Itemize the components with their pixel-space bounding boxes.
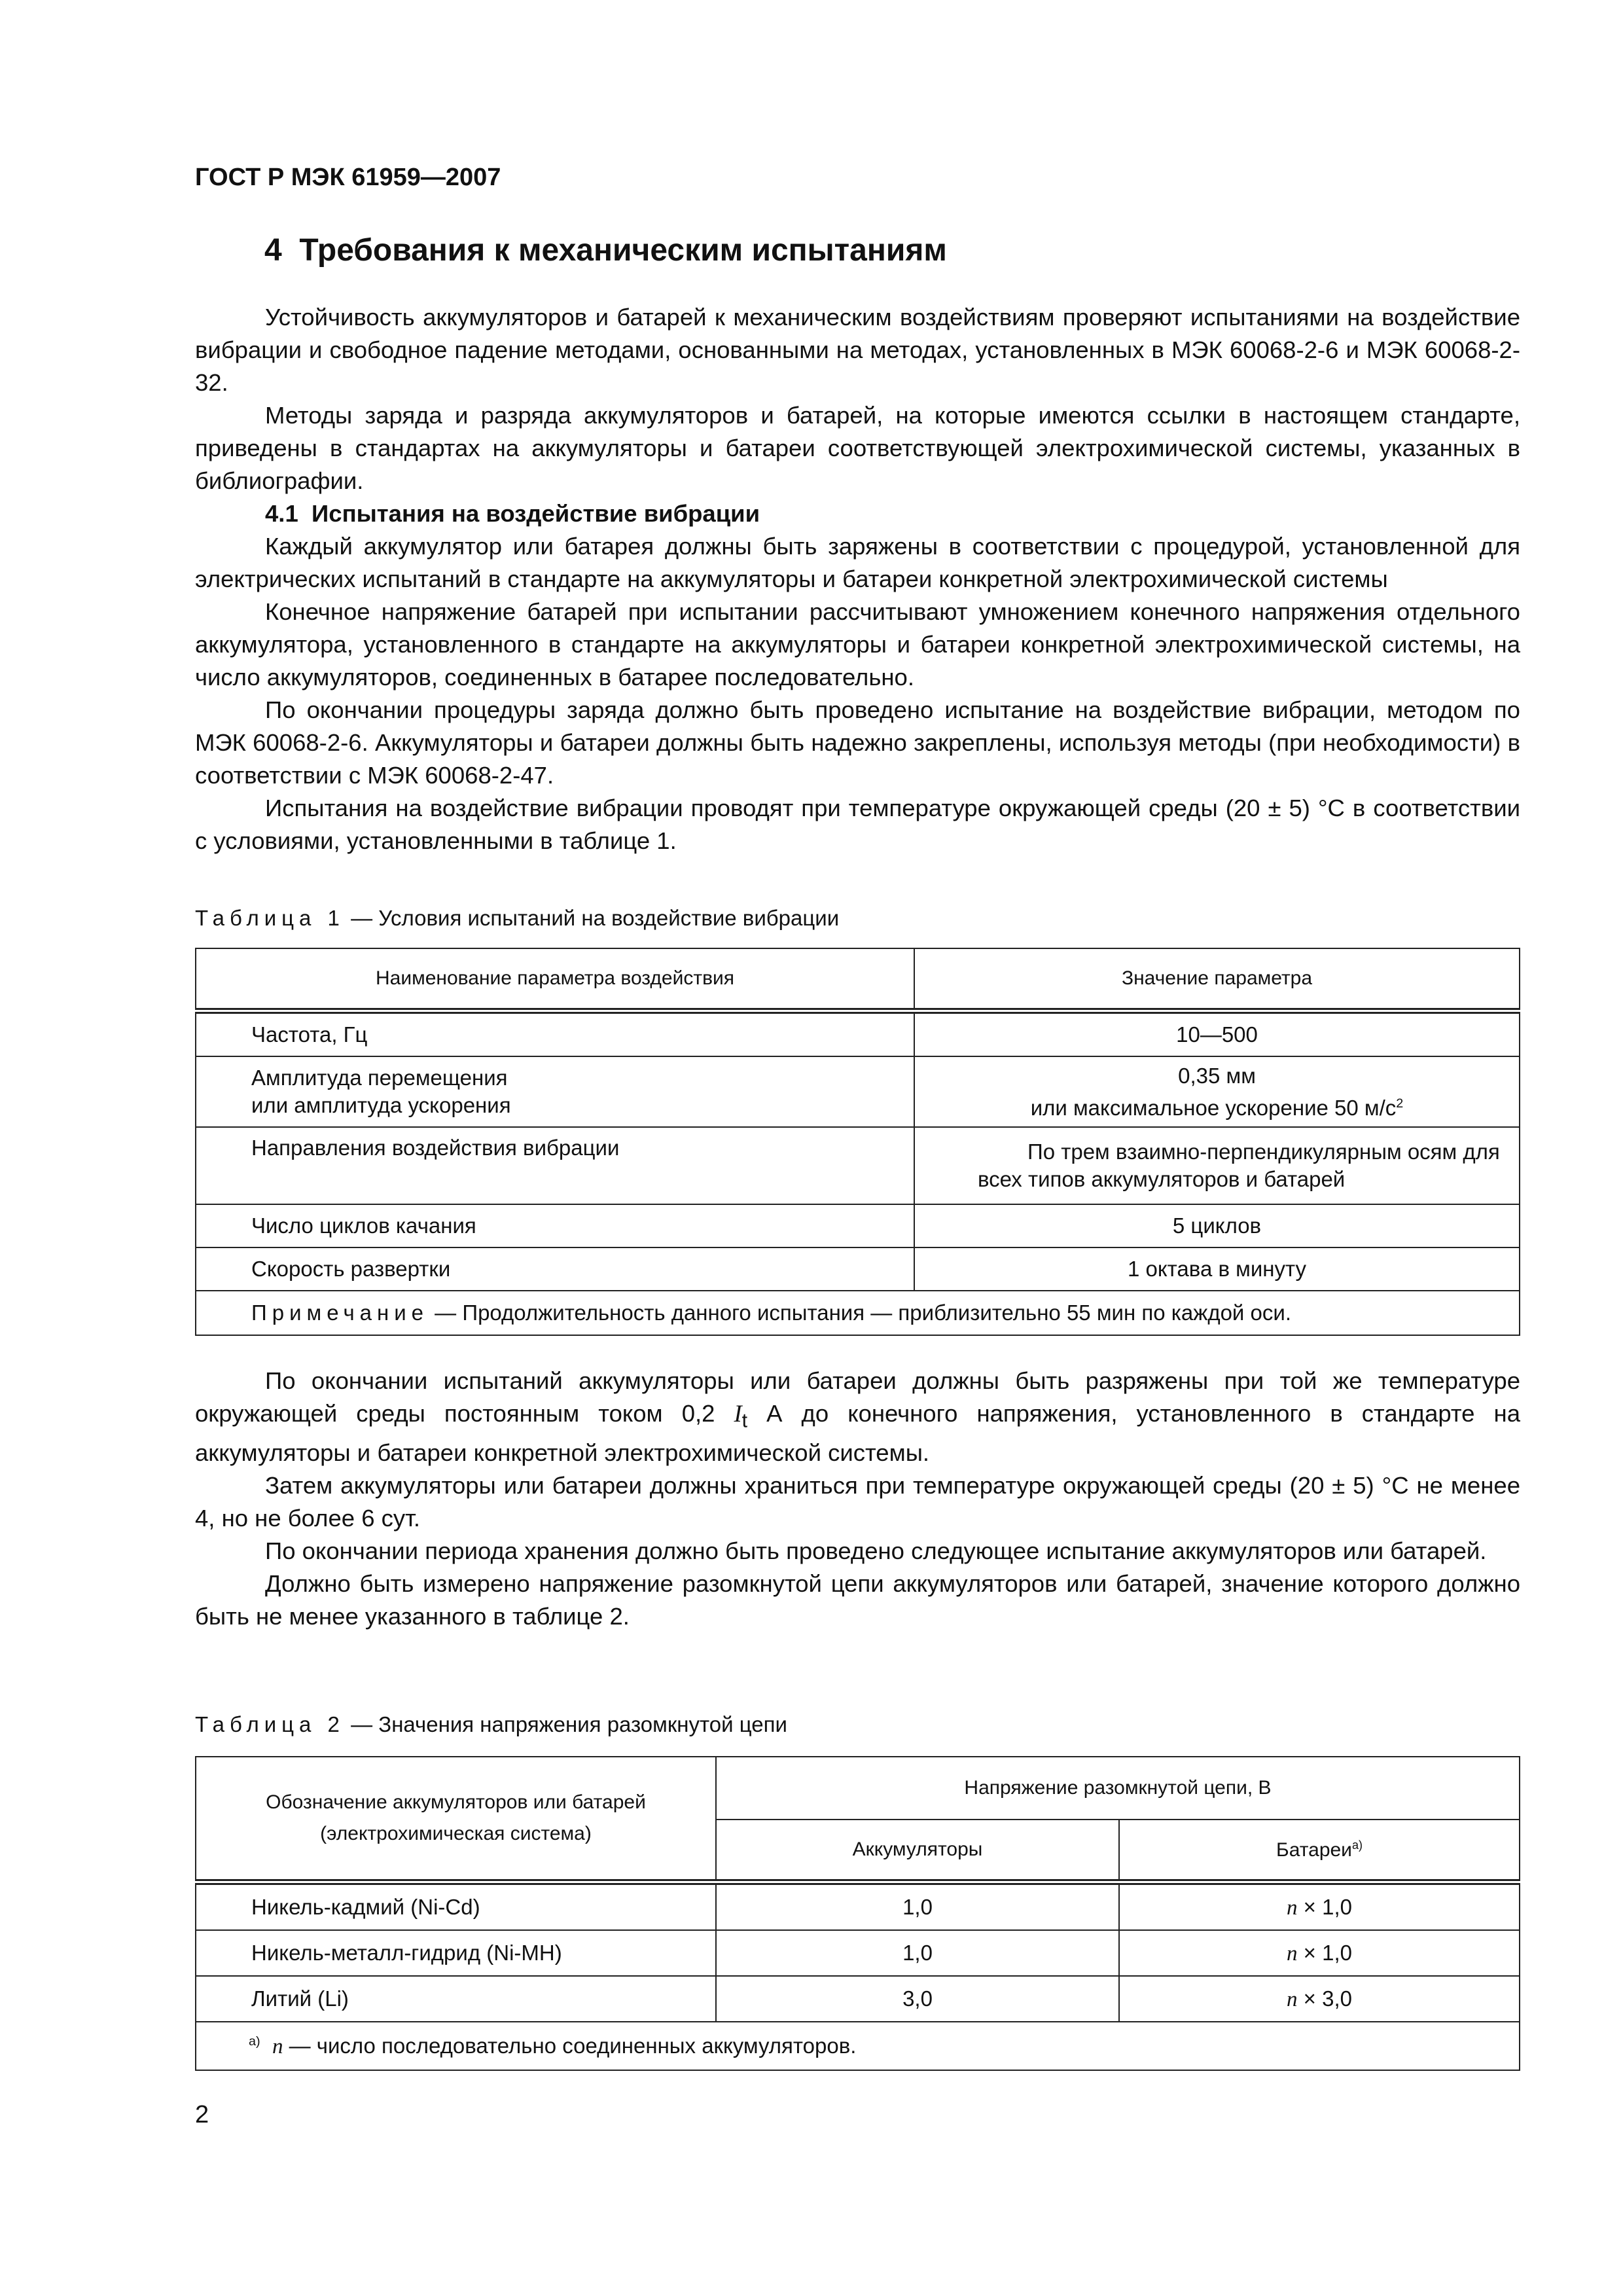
table2-header-cells: Аккумуляторы: [716, 1820, 1119, 1882]
table-cell: Частота, Гц: [196, 1011, 914, 1057]
section-body: [195, 301, 1520, 857]
subsection-number: 4.1: [265, 500, 298, 527]
table2-header-group: Напряжение разомкнутой цепи, В: [716, 1757, 1520, 1820]
paragraph: Затем аккумуляторы или батареи должны храниться при температуре окружающей среды (20 ± 5) °С не менее 4, но не более 6 сут.: [195, 1472, 1520, 1532]
table-vibration-conditions: [195, 948, 1520, 1336]
post-table1-body: [195, 1365, 1520, 1633]
table-cell: Направления воздействия вибрации: [196, 1127, 914, 1204]
table-cell: Никель-кадмий (Ni-Cd): [196, 1882, 716, 1931]
table-row: [196, 1011, 1520, 1057]
table2-header-system: [196, 1757, 716, 1882]
table-row: [196, 1056, 1520, 1127]
table-cell: Никель-металл-гидрид (Ni-MH): [196, 1930, 716, 1976]
table-open-circuit-voltage: [195, 1756, 1520, 2071]
subsection-title: Испытания на воздействие вибрации: [312, 500, 760, 527]
cell-line: [928, 1090, 1506, 1122]
table-cell: Число циклов качания: [196, 1204, 914, 1247]
table-row: [196, 1976, 1520, 2022]
table-cell: 5 циклов: [914, 1204, 1520, 1247]
table1-header-value: Значение параметра: [914, 948, 1520, 1011]
cell-line: или амплитуда ускорения: [251, 1093, 511, 1117]
table-cell: [914, 1056, 1520, 1127]
cell-line: 0,35 мм: [1178, 1063, 1256, 1088]
cell-text: × 3,0: [1297, 1986, 1352, 2011]
table1-caption-text: — Условия испытаний на воздействие вибрации: [344, 906, 840, 930]
document-header: ГОСТ Р МЭК 61959—2007: [195, 164, 501, 191]
paragraph: Конечное напряжение батарей при испытании рассчитывают умножением конечного напряжения отдельного аккумулятора, установленного в стандарте на аккумуляторы и батареи конкретной электрохимической системы, на число аккумуляторов, соединенных в батарее последовательно.: [195, 598, 1520, 691]
footnote-ref: а): [1351, 1838, 1363, 1852]
table-cell: 1,0: [716, 1930, 1119, 1976]
cell-text: × 1,0: [1297, 1894, 1352, 1919]
superscript: 2: [1396, 1096, 1404, 1111]
paragraph: Устойчивость аккумуляторов и батарей к механическим воздействиям проверяют испытаниями на воздействие вибрации и свободное падение методами, основанными на методах, установленных в МЭК 60068-2-6 и МЭК 60068-2-32.: [195, 304, 1520, 396]
var-n: n: [1287, 1895, 1298, 1920]
table2-caption: [195, 1712, 787, 1737]
table-cell: [1119, 1930, 1520, 1976]
header-line: Обозначение аккумуляторов или батарей: [266, 1791, 646, 1813]
header-line: (электрохимическая система): [320, 1823, 592, 1844]
table1-header-param: Наименование параметра воздействия: [196, 948, 914, 1011]
header-text: Батареи: [1276, 1839, 1352, 1861]
table-cell: [1119, 1882, 1520, 1931]
table1-caption-label: Таблица 1: [195, 906, 345, 930]
table-cell: Скорость развертки: [196, 1247, 914, 1291]
var-n: n: [1287, 1941, 1298, 1965]
table-cell: Литий (Li): [196, 1976, 716, 2022]
text: А до конечного напряжения, установленного в стандарте на аккумуляторы и батареи конкретной электрохимической системы.: [195, 1400, 1520, 1467]
paragraph: По окончании процедуры заряда должно быть проведено испытание на воздействие вибрации, методом по МЭК 60068-2-6. Аккумуляторы и батареи должны быть надежно закреплены, используя методы (при необходимости) в соответствии с МЭК 60068-2-47.: [195, 696, 1520, 789]
table-cell: 10—500: [914, 1011, 1520, 1057]
paragraph: [195, 1365, 1520, 1469]
note-text: — Продолжительность данного испытания — приблизительно 55 мин по каждой оси.: [429, 1300, 1291, 1325]
cell-text: или максимальное ускорение 50 м/с: [1030, 1095, 1397, 1120]
table-cell: 3,0: [716, 1976, 1119, 2022]
table1-caption: [195, 906, 839, 931]
paragraph: По окончании периода хранения должно быть проведено следующее испытание аккумуляторов или батарей.: [265, 1537, 1487, 1565]
table-row: [196, 1882, 1520, 1931]
table-row: [196, 1204, 1520, 1247]
table-footnote-row: [196, 2022, 1520, 2070]
cell-text: × 1,0: [1297, 1940, 1352, 1965]
text: По окончании испытаний аккумуляторы или батареи должны быть разряжены при той же температуре окружающей среды постоянным током 0,2: [195, 1367, 1520, 1427]
note-label: Примечание: [251, 1300, 429, 1325]
subscript: t: [741, 1409, 748, 1432]
table-row: [196, 1247, 1520, 1291]
subsection-heading: [195, 497, 1520, 530]
table-note: [196, 1291, 1520, 1335]
table-cell: 1 октава в минуту: [914, 1247, 1520, 1291]
var-n: n: [1287, 1987, 1298, 2011]
section-number: 4: [264, 233, 282, 268]
table-cell: [196, 1056, 914, 1127]
table-cell: [1119, 1976, 1520, 2022]
table2-header-batteries: [1119, 1820, 1520, 1882]
current-symbol: I: [734, 1400, 742, 1427]
var-n: n: [272, 2034, 283, 2058]
table-row: [196, 1930, 1520, 1976]
section-title: Требования к механическим испытаниям: [299, 233, 947, 268]
paragraph: Методы заряда и разряда аккумуляторов и батарей, на которые имеются ссылки в настоящем стандарте, приведены в стандартах на аккумуляторы и батареи соответствующей электрохимической системы, указанных в библиографии.: [195, 402, 1520, 494]
table-footnote: [196, 2022, 1520, 2070]
section-heading: [264, 232, 947, 268]
footnote-text: — число последовательно соединенных аккумуляторов.: [283, 2033, 857, 2058]
table-row: [196, 1127, 1520, 1204]
table-note-row: [196, 1291, 1520, 1335]
paragraph: Испытания на воздействие вибрации проводят при температуре окружающей среды (20 ± 5) °С в соответствии с условиями, установленными в таблице 1.: [195, 795, 1520, 854]
table-cell: 1,0: [716, 1882, 1119, 1931]
table-cell: По трем взаимно-перпендикулярным осям для всех типов аккумуляторов и батарей: [914, 1127, 1520, 1204]
table2-caption-text: — Значения напряжения разомкнутой цепи: [344, 1712, 787, 1736]
paragraph: Каждый аккумулятор или батарея должны быть заряжены в соответствии с процедурой, установленной для электрических испытаний в стандарте на аккумуляторы и батареи конкретной электрохимической системы: [195, 533, 1520, 592]
table2-caption-label: Таблица 2: [195, 1712, 345, 1736]
cell-line: Амплитуда перемещения: [251, 1066, 508, 1090]
paragraph: Должно быть измерено напряжение разомкнутой цепи аккумуляторов или батарей, значение которого должно быть не менее указанного в таблице 2.: [195, 1570, 1520, 1630]
footnote-mark: а): [249, 2034, 260, 2049]
page-number: 2: [195, 2101, 209, 2128]
